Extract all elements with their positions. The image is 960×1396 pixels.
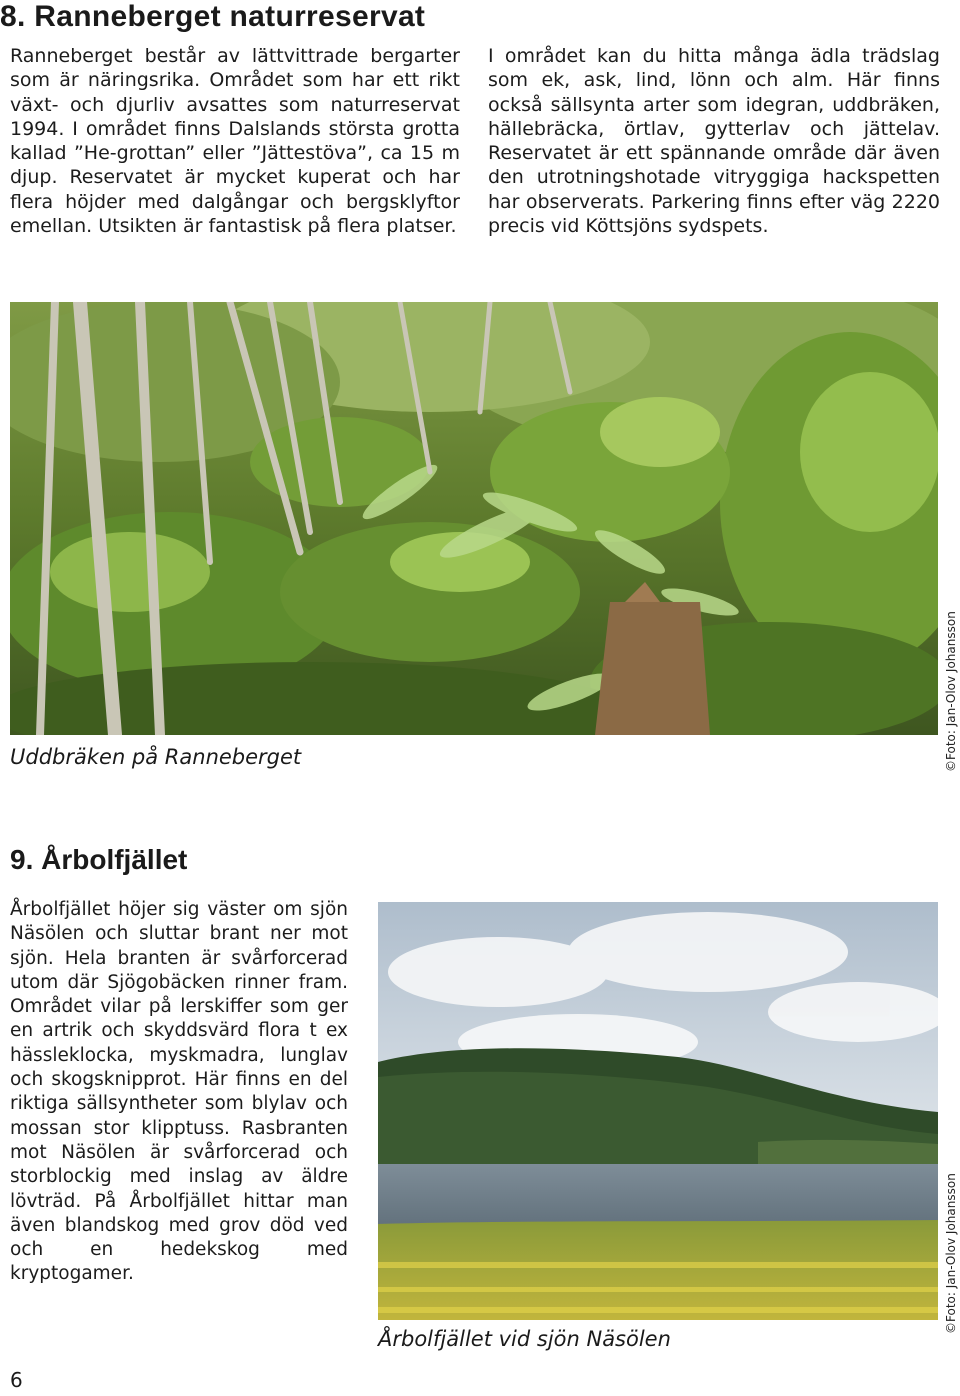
section-8-column-1-text: Ranneberget består av lättvittrade bergarter som är näringsrika. Området som har ett rikt växt- och djurliv avsattes som naturreservat 1994. I området finns Dalslands största grotta kallad ”He-grottan” eller ”Jättestöva”, ca 15 m djup. Reservatet är mycket kuperat och har flera höjder med dalgångar och bergsklyftor emellan. Utsikten är fantastisk på flera platser. xyxy=(10,45,460,238)
forest-moss-illustration xyxy=(10,302,938,735)
section-8-heading: 8. Ranneberget naturreservat xyxy=(0,0,426,33)
lake-landscape-illustration xyxy=(378,902,938,1320)
photo-credit-ranneberget: ©Foto: Jan-Olov Johansson xyxy=(944,611,958,772)
page-number: 6 xyxy=(10,1368,23,1392)
section-8-column-2-text: I området kan du hitta många ädla trädslag som ek, ask, lind, lönn och alm. Här finns också sällsynta arter som idegran, uddbräken, hällebräcka, örtlav, gytterlav och jättelav. Reservatet är ett spännande område där även den utrotningshotade vitryggiga hackspetten har observerats. Parkering finns efter väg 2220 precis vid Köttsjöns sydspets. xyxy=(488,45,940,238)
section-9-heading: 9. Årbolfjället xyxy=(10,844,188,875)
section-9-body-text: Årbolfjället höjer sig väster om sjön Näsölen och sluttar brant ner mot sjön. Hela branten är svårforcerad utom där Sjögobäcken rinner fram. Området vilar på lerskiffer som ger en artrik och skyddsvärd flora t ex hässleklocka, myskmadra, lunglav och skogsknipprot. Här finns en del riktiga sällsyntheter som blylav och mossan stor klipptuss. Rasbranten mot Näsölen är svårforcerad och storblockig med inslag av äldre lövträd. På Årbolfjället hittar man även blandskog med grov död ved och en hedekskog med kryptogamer. xyxy=(10,899,348,1285)
photo-caption-ranneberget: Uddbräken på Ranneberget xyxy=(10,745,302,769)
photo-credit-arbolfjallet: ©Foto: Jan-Olov Johansson xyxy=(944,1173,958,1334)
photo-uddbraken-ranneberget xyxy=(10,302,938,735)
photo-caption-arbolfjallet: Årbolfjället vid sjön Näsölen xyxy=(378,1327,671,1351)
photo-arbolfjallet-nasolen xyxy=(378,902,938,1320)
